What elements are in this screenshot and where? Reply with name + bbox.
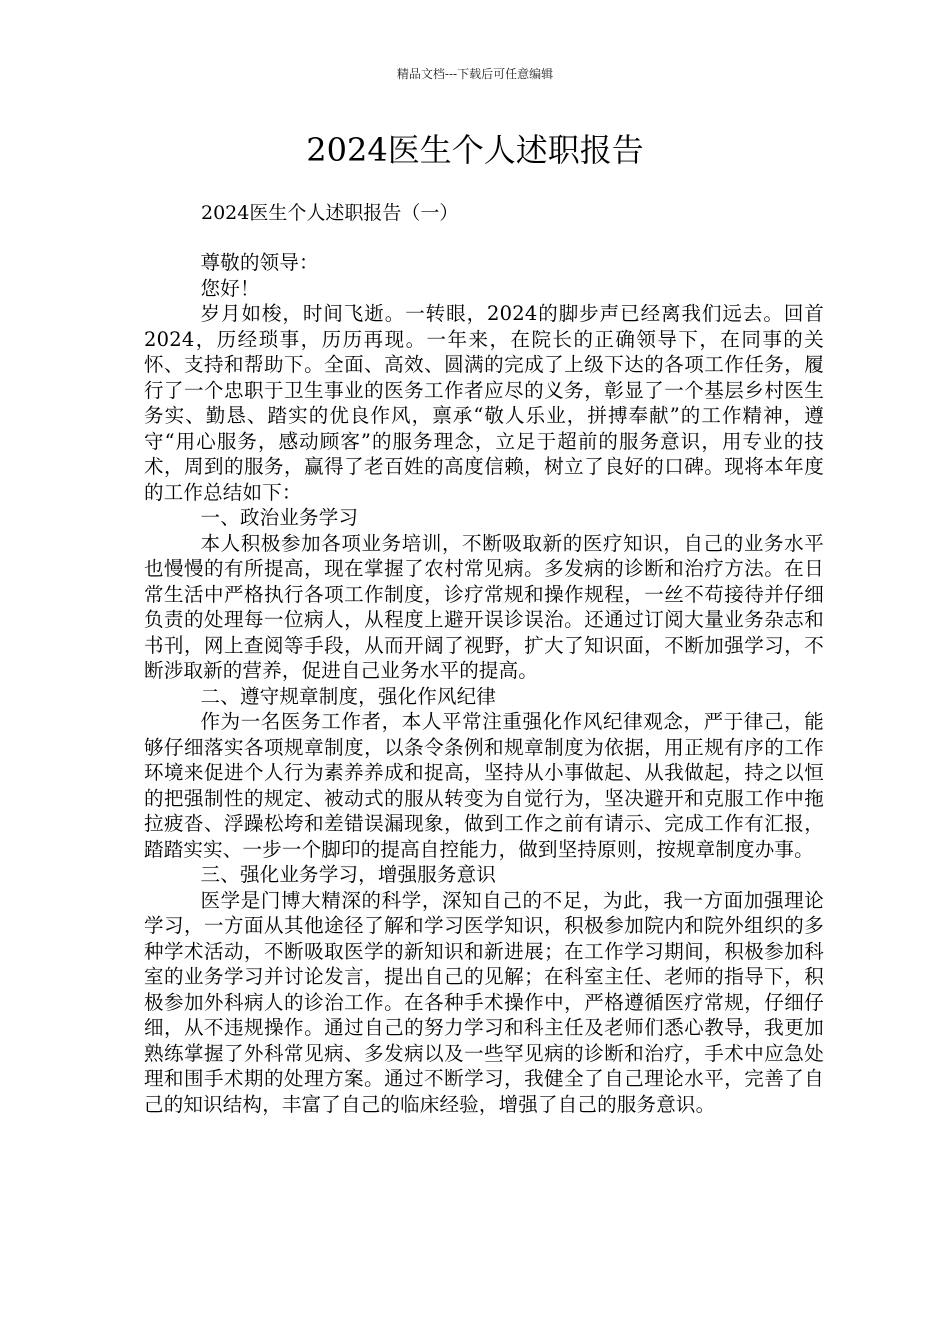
section-paragraph: 本人积极参加各项业务培训，不断吸取新的医疗知识，自己的业务水平也慢慢的有所提高，现在掌握了农村常见病。多发病的诊断和治疗方法。在日常生活中严格执行各项工作制度，诊疗常规和操作规程，一丝不苟接待并仔细负责的处理每一位病人，从程度上避开误诊误治。还通过订阅大量业务杂志和书刊，网上查阅等手段，从而开阔了视野，扩大了知识面，不断加强学习，不断涉取新的营养，促进自己业务水平的提高。 <box>144 531 824 682</box>
section-heading: 三、强化业务学习，增强服务意识 <box>200 863 497 886</box>
section-heading: 二、遵守规章制度，强化作风纪律 <box>200 684 497 708</box>
greeting-line: 尊敬的领导： <box>200 251 319 274</box>
document-body <box>144 250 824 1117</box>
page-header-note: 精品文档---下载后可任意编辑 <box>396 67 554 81</box>
document-title: 2024医生个人述职报告 <box>306 131 644 169</box>
section-paragraph: 作为一名医务工作者，本人平常注重强化作风纪律观念，严于律己，能够仔细落实各项规章制度，以条令条例和规章制度为依据，用正规有序的工作环境来促进个人行为素养养成和捉高，坚持从小事做起、从我做起，持之以恒的把强制性的规定、被动式的服从转变为自觉行为，坚决避开和克服工作中拖拉疲沓、浮躁松垮和差错误漏现象，做到工作之前有请示、完成工作有汇报，踏踏实实、一步一个脚印的提高自控能力，做到坚持原则，按规章制度办事。 <box>144 710 824 861</box>
intro-paragraph: 岁月如梭，时间飞逝。一转眼，2024的脚步声已经离我们远去。回首2024，历经琐事，历历再现。一年来，在院长的正确领导下，在同事的关怀、支持和帮助下。全面、高效、圆满的完成了上级下达的各项工作任务，履行了一个忠职于卫生事业的医务工作者应尽的义务，彰显了一个基层乡村医生务实、勤恳、踏实的优良作风，禀承“敬人乐业，拼搏奉献”的工作精神，遵守“用心服务，感动顾客”的服务理念，立足于超前的服务意识，用专业的技术，周到的服务，赢得了老百姓的高度信赖，树立了良好的口碑。现将本年度的工作总结如下： <box>144 302 824 504</box>
document-subtitle: 2024医生个人述职报告（一） <box>201 202 459 224</box>
section-heading: 一、政治业务学习 <box>200 506 359 529</box>
greeting-line: 您好！ <box>200 276 260 300</box>
section-paragraph: 医学是门博大精深的科学，深知自己的不足，为此，我一方面加强理论学习，一方面从其他途径了解和学习医学知识，积极参加院内和院外组织的多种学术活动，不断吸取医学的新知识和新进展；在工作学习期间，积极参加科室的业务学习并讨论发言，提出自己的见解；在科室主任、老师的指导下，积极参加外科病人的诊治工作。在各种手术操作中，严格遵循医疗常规，仔细仔细，从不违规操作。通过自己的努力学习和科主任及老师们悉心教导，我更加熟练掌握了外科常见病、多发病以及一些罕见病的诊断和治疗，手术中应急处理和围手术期的处理方案。通过不断学习，我健全了自己理论水平，完善了自己的知识结构，丰富了自己的临床经验，增强了自己的服务意识。 <box>144 888 824 1116</box>
